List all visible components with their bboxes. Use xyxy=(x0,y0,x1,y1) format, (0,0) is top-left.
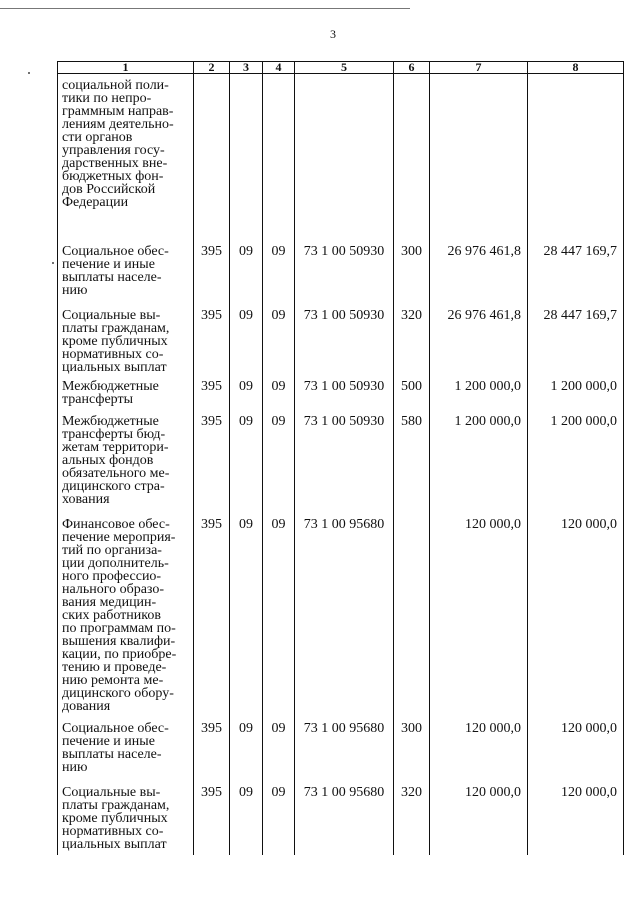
item-name-line: кроме публичных xyxy=(62,810,168,826)
item-name-line: платы гражданам, xyxy=(62,797,170,813)
item-name-line: альных фондов xyxy=(62,452,154,468)
amount-2017: 1 200 000,0 xyxy=(528,412,624,515)
column-header: 3 xyxy=(230,62,263,74)
amount-2016: 26 976 461,8 xyxy=(430,242,528,306)
amount-2016 xyxy=(430,74,528,242)
table-row xyxy=(58,783,624,855)
subsection-code: 09 xyxy=(263,377,295,412)
item-name-line: бюджетных фон- xyxy=(62,169,164,184)
admin-code: 395 xyxy=(194,783,230,855)
table-row xyxy=(58,242,624,306)
item-name-cell xyxy=(58,242,194,306)
subsection-code: 09 xyxy=(263,515,295,719)
margin-dot xyxy=(28,72,30,74)
margin-dot xyxy=(52,262,54,264)
table-row xyxy=(58,412,624,515)
item-name-line: ции дополнитель- xyxy=(62,555,169,571)
item-name-line: дарственных вне- xyxy=(62,156,168,171)
section-code: 09 xyxy=(230,412,263,515)
section-code: 09 xyxy=(230,377,263,412)
column-header: 1 xyxy=(58,62,194,74)
page-number: 3 xyxy=(330,27,336,41)
item-name-cell xyxy=(58,412,194,515)
table-row xyxy=(58,306,624,377)
expense-type-code: 320 xyxy=(394,306,430,377)
expense-type-code: 580 xyxy=(394,412,430,515)
item-name-line: выплаты населе- xyxy=(62,269,162,285)
column-header: 6 xyxy=(394,62,430,74)
expense-type-code: 320 xyxy=(394,783,430,855)
item-name-line: вания медицин- xyxy=(62,594,157,610)
item-name-line: социальной поли- xyxy=(62,78,169,93)
item-name-cell xyxy=(58,515,194,719)
admin-code: 395 xyxy=(194,306,230,377)
column-number-header xyxy=(58,62,624,74)
item-name-line: печение и иные xyxy=(62,733,155,749)
item-name-line: сти органов xyxy=(62,130,133,145)
admin-code: 395 xyxy=(194,515,230,719)
item-name-line: дования xyxy=(62,698,111,714)
item-name-line: дицинского обору- xyxy=(62,685,174,701)
target-code: 73 1 00 50930 xyxy=(295,377,394,412)
section-code: 09 xyxy=(230,306,263,377)
amount-2016: 120 000,0 xyxy=(430,515,528,719)
item-name-line: Финансовое обес- xyxy=(62,516,170,532)
item-name-line: тий по организа- xyxy=(62,542,162,558)
item-name-line: тению и проведе- xyxy=(62,659,167,675)
subsection-code: 09 xyxy=(263,412,295,515)
item-name-line: дицинского стра- xyxy=(62,478,165,494)
item-name-line: трансферты xyxy=(62,391,134,407)
item-name-line: жетам территори- xyxy=(62,439,169,455)
expense-type-code: 300 xyxy=(394,242,430,306)
item-name-cell xyxy=(58,783,194,855)
amount-2017: 28 447 169,7 xyxy=(528,306,624,377)
item-name-line: хования xyxy=(62,491,110,507)
target-code: 73 1 00 50930 xyxy=(295,412,394,515)
budget-table xyxy=(57,61,624,855)
item-name-line: Социальное обес- xyxy=(62,720,169,736)
item-name-line: тики по непро- xyxy=(62,91,152,106)
item-name-cell xyxy=(58,74,194,242)
admin-code: 395 xyxy=(194,719,230,783)
amount-2017: 120 000,0 xyxy=(528,719,624,783)
column-header: 2 xyxy=(194,62,230,74)
item-name-line: управления госу- xyxy=(62,143,165,158)
amount-2016: 26 976 461,8 xyxy=(430,306,528,377)
amount-2017: 120 000,0 xyxy=(528,783,624,855)
table-row xyxy=(58,719,624,783)
item-name-line: нормативных со- xyxy=(62,346,164,362)
target-code xyxy=(295,74,394,242)
admin-code: 395 xyxy=(194,412,230,515)
item-name-line: нию xyxy=(62,759,88,775)
admin-code: 395 xyxy=(194,377,230,412)
expense-type-code: 500 xyxy=(394,377,430,412)
item-name-line: трансферты бюд- xyxy=(62,426,166,442)
subsection-code xyxy=(263,74,295,242)
table-row xyxy=(58,74,624,242)
item-name-line: кации, по приобре- xyxy=(62,646,177,662)
expense-type-code: 300 xyxy=(394,719,430,783)
section-code: 09 xyxy=(230,515,263,719)
item-name-line: лениям деятельно- xyxy=(62,117,174,132)
table-row xyxy=(58,377,624,412)
admin-code: 395 xyxy=(194,242,230,306)
section-code: 09 xyxy=(230,783,263,855)
section-code: 09 xyxy=(230,719,263,783)
item-name-line: платы гражданам, xyxy=(62,320,170,336)
subsection-code: 09 xyxy=(263,306,295,377)
amount-2016: 1 200 000,0 xyxy=(430,412,528,515)
amount-2016: 1 200 000,0 xyxy=(430,377,528,412)
item-name-line: Межбюджетные xyxy=(62,378,159,394)
item-name-line: вышения квалифи- xyxy=(62,633,176,649)
amount-2016: 120 000,0 xyxy=(430,719,528,783)
item-name-line: нального образо- xyxy=(62,581,165,597)
item-name-line: нормативных со- xyxy=(62,823,164,839)
table-row xyxy=(58,515,624,719)
top-rule xyxy=(0,8,410,9)
item-name-line: дов Российской xyxy=(62,182,156,197)
item-name-cell xyxy=(58,377,194,412)
item-name-line: по программам по- xyxy=(62,620,176,636)
item-name-line: Социальные вы- xyxy=(62,784,161,800)
item-name-line: ного профессио- xyxy=(62,568,162,584)
item-name-line: нию xyxy=(62,282,88,298)
item-name-line: нию ремонта ме- xyxy=(62,672,164,688)
subsection-code: 09 xyxy=(263,719,295,783)
column-header: 7 xyxy=(430,62,528,74)
amount-2017: 28 447 169,7 xyxy=(528,242,624,306)
section-code: 09 xyxy=(230,242,263,306)
item-name-cell xyxy=(58,719,194,783)
amount-2017: 120 000,0 xyxy=(528,515,624,719)
item-name-line: Межбюджетные xyxy=(62,413,159,429)
item-name-line: кроме публичных xyxy=(62,333,168,349)
item-name-line: циальных выплат xyxy=(62,836,167,852)
item-name-line: циальных выплат xyxy=(62,359,167,375)
item-name-cell xyxy=(58,306,194,377)
target-code: 73 1 00 95680 xyxy=(295,515,394,719)
target-code: 73 1 00 50930 xyxy=(295,242,394,306)
item-name-line: печение мероприя- xyxy=(62,529,176,545)
item-name-line: обязательного ме- xyxy=(62,465,170,481)
item-name-line: печение и иные xyxy=(62,256,155,272)
item-name-line: Социальные вы- xyxy=(62,307,161,323)
target-code: 73 1 00 95680 xyxy=(295,783,394,855)
subsection-code: 09 xyxy=(263,783,295,855)
column-header: 4 xyxy=(263,62,295,74)
target-code: 73 1 00 50930 xyxy=(295,306,394,377)
subsection-code: 09 xyxy=(263,242,295,306)
item-name-line: ских работников xyxy=(62,607,161,623)
amount-2017 xyxy=(528,74,624,242)
item-name-line: Федерации xyxy=(62,195,129,210)
item-name-line: Социальное обес- xyxy=(62,243,169,259)
column-header: 5 xyxy=(295,62,394,74)
column-header: 8 xyxy=(528,62,624,74)
expense-type-code xyxy=(394,74,430,242)
target-code: 73 1 00 95680 xyxy=(295,719,394,783)
admin-code xyxy=(194,74,230,242)
expense-type-code xyxy=(394,515,430,719)
section-code xyxy=(230,74,263,242)
item-name-line: выплаты населе- xyxy=(62,746,162,762)
item-name-line: граммным направ- xyxy=(62,104,174,119)
amount-2016: 120 000,0 xyxy=(430,783,528,855)
amount-2017: 1 200 000,0 xyxy=(528,377,624,412)
